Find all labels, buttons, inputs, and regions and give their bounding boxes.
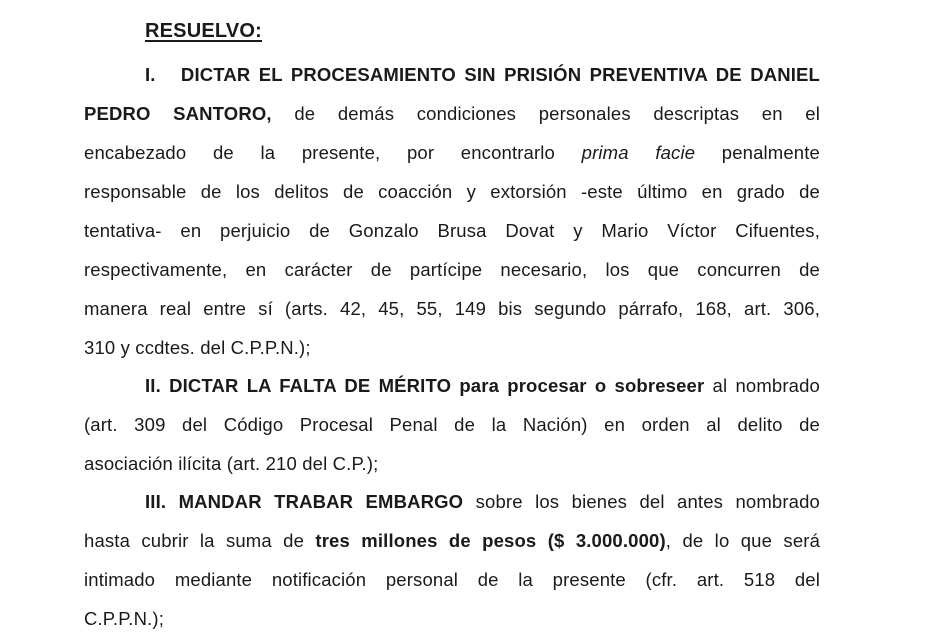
section-1-text: de demás condiciones personales descriptas en el bbox=[271, 103, 820, 124]
section-3-text: sobre los bienes del antes nombrado bbox=[463, 491, 820, 512]
section-2-line-1 bbox=[145, 373, 820, 399]
section-1-line-4: responsable de los delitos de coacción y extorsión -este último en grado de bbox=[84, 181, 820, 202]
section-1-line-8: 310 y ccdtes. del C.P.P.N.); bbox=[84, 337, 311, 358]
section-2-line-3: asociación ilícita (art. 210 del C.P.); bbox=[84, 453, 379, 474]
section-3-title: III. MANDAR TRABAR EMBARGO bbox=[145, 491, 464, 512]
section-1-line-1 bbox=[145, 62, 820, 88]
defendant-name: PEDRO SANTORO, bbox=[84, 103, 272, 124]
section-3-line-1 bbox=[145, 489, 820, 515]
section-1-text: encabezado de la presente, por encontrarlo bbox=[84, 142, 582, 163]
section-3-line-4: C.P.P.N.); bbox=[84, 608, 164, 629]
section-3-line-3: intimado mediante notificación personal de la presente (cfr. art. 518 del bbox=[84, 569, 820, 590]
section-1-line-3 bbox=[84, 140, 820, 166]
section-2-title: II. DICTAR LA FALTA DE MÉRITO para procesar o sobreseer bbox=[145, 375, 705, 396]
resolution-heading: RESUELVO: bbox=[145, 20, 262, 42]
section-1-line-6: respectivamente, en carácter de partícipe necesario, los que concurren de bbox=[84, 259, 820, 280]
section-1-line-2 bbox=[84, 101, 820, 127]
section-3-text: hasta cubrir la suma de bbox=[84, 530, 316, 551]
section-1-title: I. DICTAR EL PROCESAMIENTO SIN PRISIÓN PREVENTIVA DE DANIEL bbox=[145, 64, 820, 85]
latin-term: prima facie bbox=[581, 142, 696, 163]
section-3-line-2 bbox=[84, 528, 820, 554]
section-1-line-7: manera real entre sí (arts. 42, 45, 55, 149 bis segundo párrafo, 168, art. 306, bbox=[84, 298, 820, 319]
embargo-amount: tres millones de pesos ($ 3.000.000) bbox=[315, 530, 666, 551]
section-1-text: penalmente bbox=[695, 142, 820, 163]
section-3-text: , de lo que será bbox=[665, 530, 821, 551]
section-2-text: al nombrado bbox=[704, 375, 820, 396]
section-1-line-5: tentativa- en perjuicio de Gonzalo Brusa Dovat y Mario Víctor Cifuentes, bbox=[84, 220, 820, 241]
section-2-line-2: (art. 309 del Código Procesal Penal de la Nación) en orden al delito de bbox=[84, 414, 820, 435]
